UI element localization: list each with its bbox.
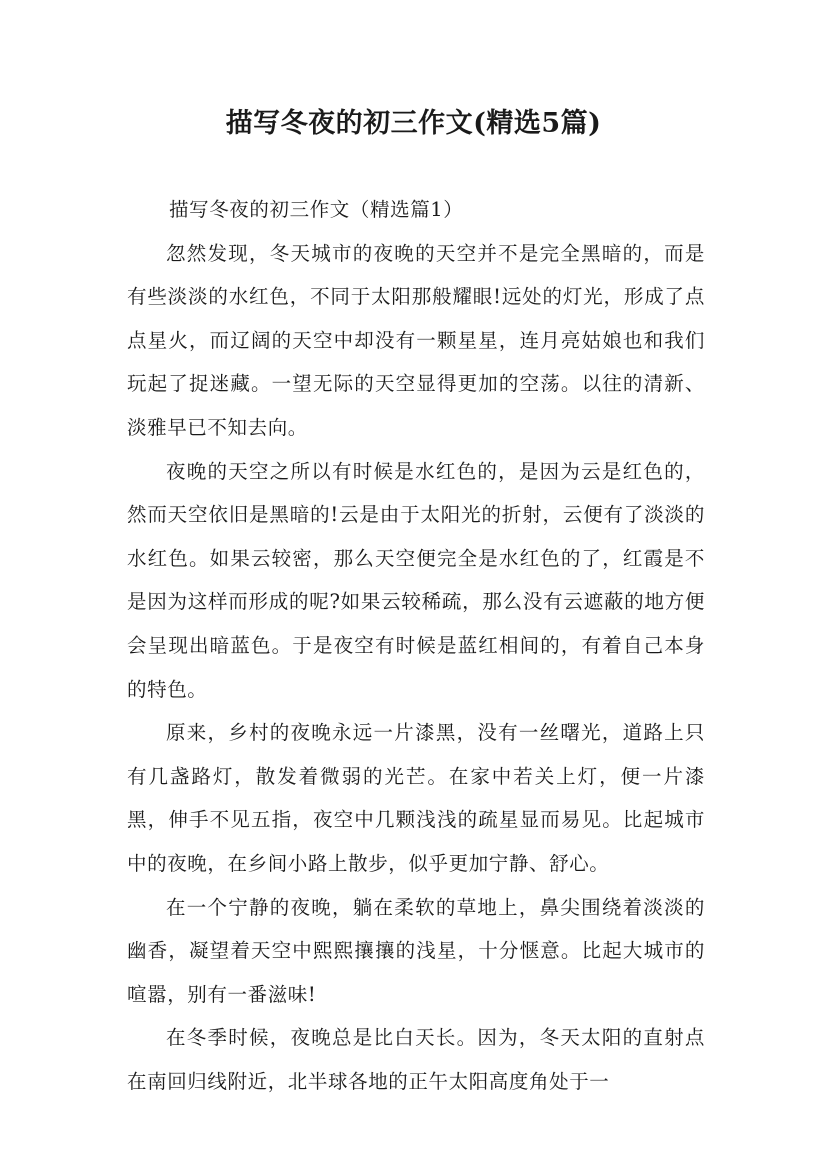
paragraph-1: 忽然发现，冬天城市的夜晚的天空并不是完全黑暗的，而是有些淡淡的水红色，不同于太阳那般耀眼!远处的灯光，形成了点点星火，而辽阔的天空中却没有一颗星星，连月亮姑娘也和我们玩起了捉迷藏。一望无际的天空显得更加的空荡。以往的清新、淡雅早已不知去向。 [127,241,705,439]
paragraph-4: 在一个宁静的夜晚，躺在柔软的草地上，鼻尖围绕着淡淡的幽香，凝望着天空中熙熙攘攘的浅星，十分惬意。比起大城市的喧嚣，别有一番滋味! [127,895,705,1006]
document-title: 描写冬夜的初三作文(精选5篇) [225,108,602,139]
document-body [127,188,705,1103]
paragraph-3: 原来，乡村的夜晚永远一片漆黑，没有一丝曙光，道路上只有几盏路灯，散发着微弱的光芒。在家中若关上灯，便一片漆黑，伸手不见五指，夜空中几颗浅浅的疏星显而易见。比起城市中的夜晚，在乡间小路上散步，似乎更加宁静、舒心。 [127,721,705,875]
paragraph-2: 夜晚的天空之所以有时候是水红色的，是因为云是红色的，然而天空依旧是黑暗的!云是由于太阳光的折射，云便有了淡淡的水红色。如果云较密，那么天空便完全是水红色的了，红霞是不是因为这样而形成的呢?如果云较稀疏，那么没有云遮蔽的地方便会呈现出暗蓝色。于是夜空有时候是蓝红相间的，有着自己本身的特色。 [127,459,705,701]
paragraph-5: 在冬季时候，夜晚总是比白天长。因为，冬天太阳的直射点在南回归线附近，北半球各地的正午太阳高度角处于一 [127,1026,705,1093]
section-heading: 描写冬夜的初三作文（精选篇1） [169,198,464,221]
